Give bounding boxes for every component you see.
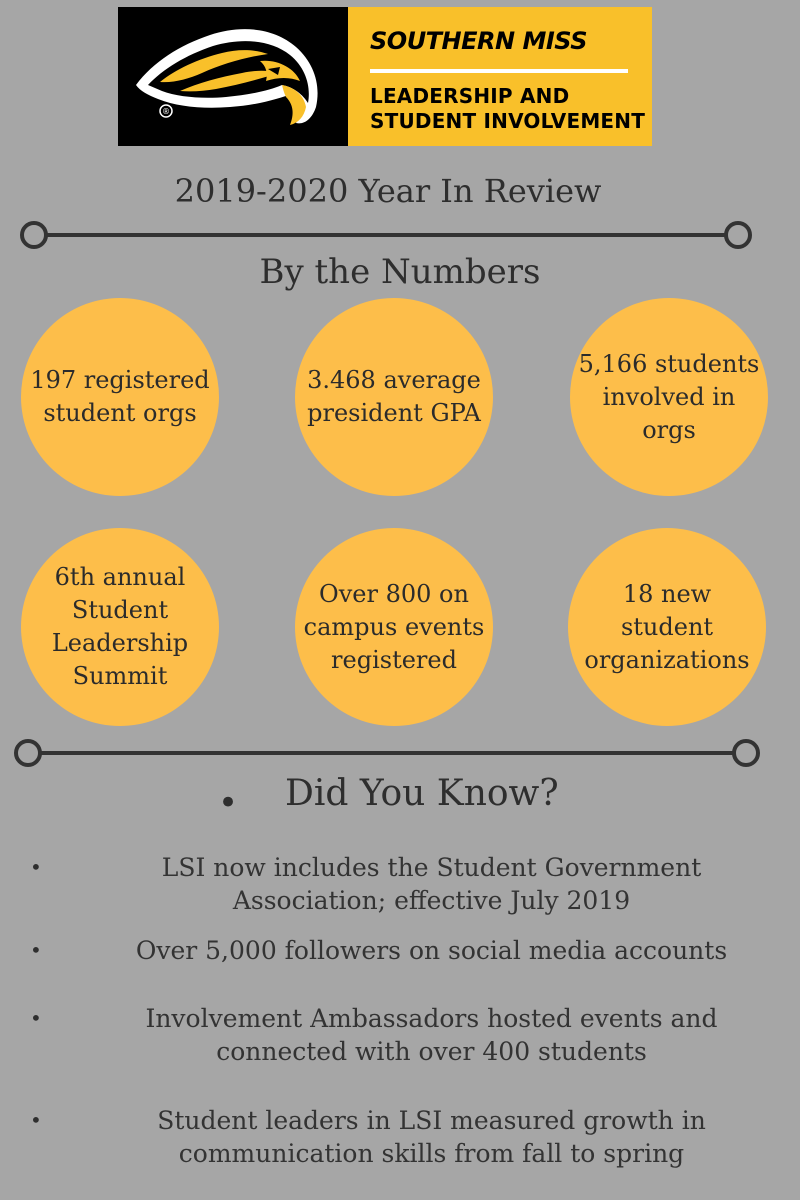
divider-bottom [14,739,760,767]
divider-end-circle [14,739,42,767]
stat-text: 197 registered student orgs [30,366,210,427]
divider-top [20,221,752,249]
bullet-icon: • [30,1006,42,1030]
stat-text: 18 new student organizations [584,579,750,674]
logo-text-panel [348,7,652,146]
bullet-icon: • [30,938,42,962]
header-banner [118,7,652,146]
fact-text: Involvement Ambassadors hosted events and connected with over 400 students [145,1004,718,1066]
stat-circle-registered-orgs [21,298,219,496]
stat-circle-new-organizations [568,528,766,726]
stat-text: 3.468 average president GPA [307,366,481,427]
page-title: 2019-2020 Year In Review [174,172,602,210]
divider-end-circle [724,221,752,249]
fact-text: Over 5,000 followers on social media accounts [135,936,728,965]
registered-mark: ® [162,107,170,116]
brand-underline [370,69,628,73]
bullet-icon: • [30,1108,42,1132]
logo-panel [118,7,348,146]
stat-text: Over 800 on campus events registered [303,579,485,674]
stat-circle-students-involved [570,298,768,496]
divider-end-circle [732,739,760,767]
department-name-line1: LEADERSHIP AND [370,84,570,108]
golden-eagle-logo-icon [118,7,348,146]
divider-line [28,751,746,755]
department-name-line2: STUDENT INVOLVEMENT [370,109,646,133]
stat-circle-leadership-summit [21,528,219,726]
stat-text: 5,166 students involved in orgs [578,349,760,444]
divider-line [34,233,738,237]
fact-text: LSI now includes the Student Government Association; effective July 2019 [161,853,702,915]
brand-name: SOUTHERN MISS [370,27,587,55]
numbers-heading: By the Numbers [259,252,541,292]
divider-end-circle [20,221,48,249]
fact-text: Student leaders in LSI measured growth in communication skills from fall to spring [157,1106,706,1168]
stat-circle-campus-events [295,528,493,726]
bullet-icon: • [30,855,42,879]
stat-circle-president-gpa [295,298,493,496]
stat-text: 6th annual Student Leadership Summit [51,563,189,690]
did-you-know-heading: Did You Know? [285,773,559,814]
bullet-icon: • [218,783,239,823]
